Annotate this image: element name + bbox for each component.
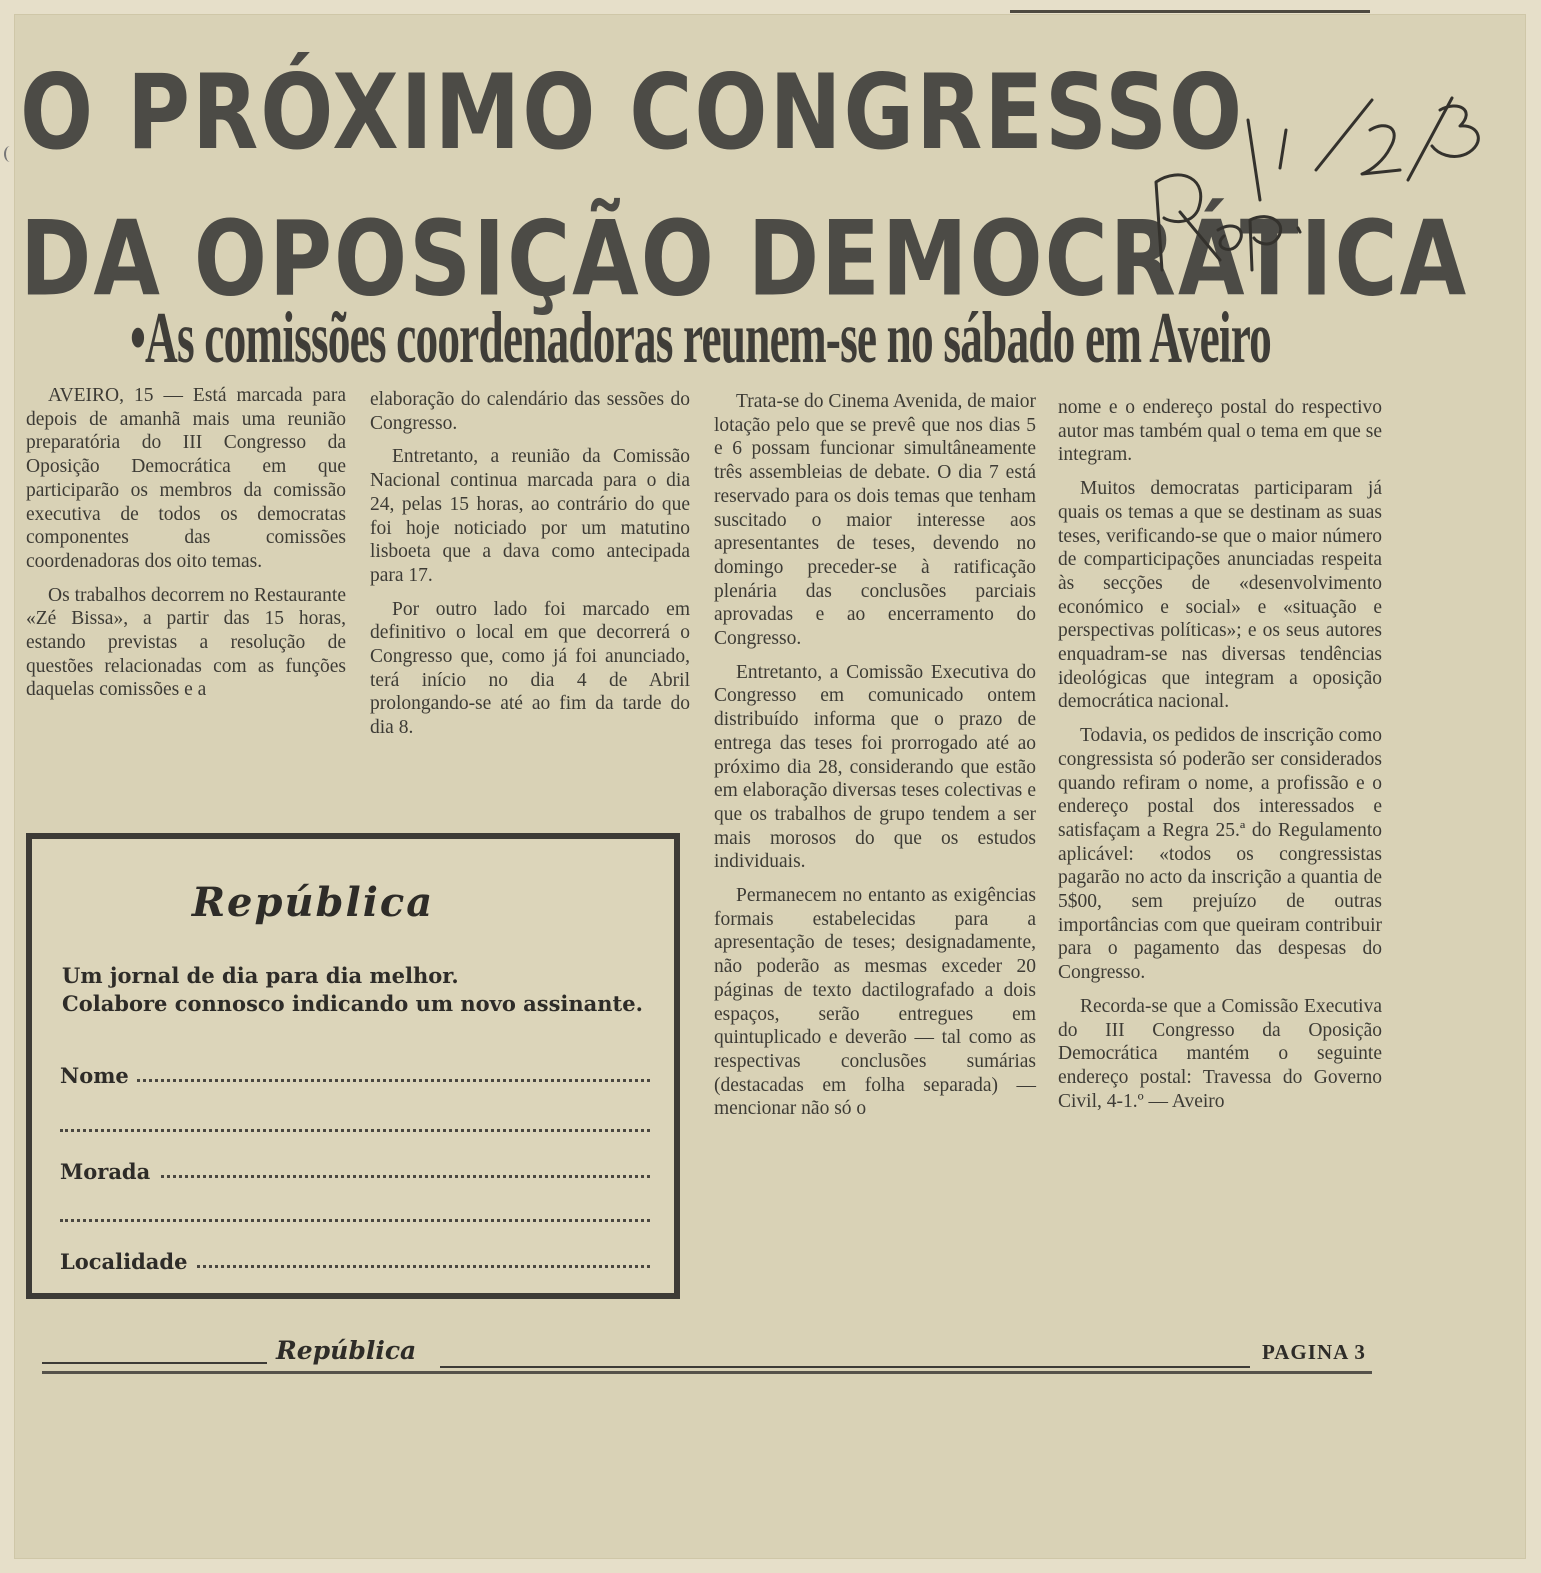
footer-page-number: PAGINA 3 <box>1262 1340 1366 1364</box>
footer-rule <box>42 1371 1372 1374</box>
coupon-blank-line <box>60 1113 650 1143</box>
paragraph: Todavia, os pedidos de inscrição como congressista só poderão ser considerados quando refiram o nome, a profissão e o endereço postal dos interessados e satisfaçam a Regra 25.ª do Regulamento aplicável: «todos os congressistas pagarão no acto da inscrição a quantia de 5$00, sem prejuízo de outras importâncias com que queiram contribuir para o pagamento das despesas do Congresso. <box>1058 725 1382 984</box>
paragraph: Por outro lado foi marcado em definitivo o local em que decorrerá o Congresso que, como já foi anunciado, terá início no dia 4 de Abril prolongando-se até ao fim da tarde do dia 8. <box>370 598 690 739</box>
paragraph: Trata-se do Cinema Avenida, de maior lotação pelo que se prevê que nos dias 5 e 6 possam funcionar simultâneamente três assembleias de debate. O dia 7 está reservado para os dois temas que tenham suscitado o maior interesse aos apresentantes de teses, devendo no domingo preceder-se à ratificação plenária das conclusões parciais aprovadas e ao encerramento do Congresso. <box>714 391 1037 650</box>
article-column-2 <box>370 388 690 750</box>
article-column-4 <box>1058 396 1382 1123</box>
dotted-line <box>60 1079 650 1082</box>
coupon-locality-field <box>60 1249 650 1279</box>
paragraph: AVEIRO, 15 — Está marcada para depois de amanhã mais uma reunião preparatória do III Congresso da Oposição Democrática em que participarão os membros da comissão executiva de todos os democratas componentes das comissões coordenadoras dos oito temas. <box>26 385 346 572</box>
paragraph: Muitos democratas participaram já quais os temas a que se destinam as suas teses, verificando-se que o maior número de comparticipações anunciadas respeita às secções de «desenvolvimento económico e social» e «situação e perspectivas políticas»; e os seus autores enquadram-se nas diversas tendências ideológicas que integram a oposição democrática nacional. <box>1058 478 1382 713</box>
dotted-line <box>60 1219 650 1222</box>
coupon-title: República <box>191 879 435 926</box>
coupon-name-label: Nome <box>60 1063 137 1088</box>
coupon-address-label: Morada <box>60 1159 158 1184</box>
coupon-blank-line <box>60 1203 650 1233</box>
handwritten-date-note <box>1140 70 1500 290</box>
top-rule <box>1010 10 1370 13</box>
paragraph: elaboração do calendário das sessões do Congresso. <box>370 389 690 434</box>
paragraph: nome e o endereço postal do respectivo autor mas também qual o tema em que se integram. <box>1058 397 1382 466</box>
coupon-slogan: Um jornal de dia para dia melhor. <box>62 963 459 988</box>
paragraph: Permanecem no entanto as exigências formais estabelecidas para a apresentação de teses; designadamente, não poderão as mesmas exceder 20 páginas de texto dactilografado a dois espaços, serão entregues em quintuplicado e deverão — tal como as respectivas conclusões sumárias (destacadas em folha separada) — mencionar não só o <box>714 885 1036 1120</box>
headline <box>20 40 1469 333</box>
coupon-call-to-action: Colabore connosco indicando um novo assinante. <box>62 991 643 1016</box>
coupon-name-field <box>60 1063 650 1093</box>
footer-rule <box>440 1366 1250 1368</box>
subheadline: •As comissões coordenadoras reunem-se no sábado em Aveiro <box>130 297 1272 379</box>
footer-newspaper-name: República <box>276 1336 417 1365</box>
subscription-coupon <box>26 833 680 1299</box>
paragraph: Os trabalhos decorrem no Restaurante «Zé Bissa», a partir das 15 horas, estando previstas a resolução de questões relacionadas com as funções daquelas comissões e a <box>26 584 346 701</box>
footer-rule <box>42 1362 267 1364</box>
margin-mark <box>4 146 16 162</box>
coupon-address-field <box>60 1159 650 1189</box>
headline-line-2: DA OPOSIÇÃO DEMOCRÁTICA <box>20 199 1469 320</box>
coupon-locality-label: Localidade <box>60 1249 195 1274</box>
article-column-3 <box>714 390 1036 1131</box>
paragraph: Recorda-se que a Comissão Executiva do III Congresso da Oposição Democrática mantém o seguinte endereço postal: Travessa do Governo Civil, 4-1.º — Aveiro <box>1058 995 1382 1112</box>
paragraph: Entretanto, a reunião da Comissão Nacional continua marcada para o dia 24, pelas 15 horas, ao contrário do que foi hoje noticiado por um matutino lisboeta que a dava como antecipada para 17. <box>370 446 690 586</box>
article-column-1 <box>26 384 346 712</box>
headline-line-1: O PRÓXIMO CONGRESSO <box>20 53 1245 174</box>
paragraph: Entretanto, a Comissão Executiva do Congresso em comunicado ontem distribuído informa que o prazo de entrega das teses foi prorrogado até ao próximo dia 28, considerando que estão em elaboração diversas teses colectivas e que os trabalhos de grupo tendem a ser mais morosos do que os estudos individuais. <box>714 661 1036 873</box>
dotted-line <box>60 1129 650 1132</box>
